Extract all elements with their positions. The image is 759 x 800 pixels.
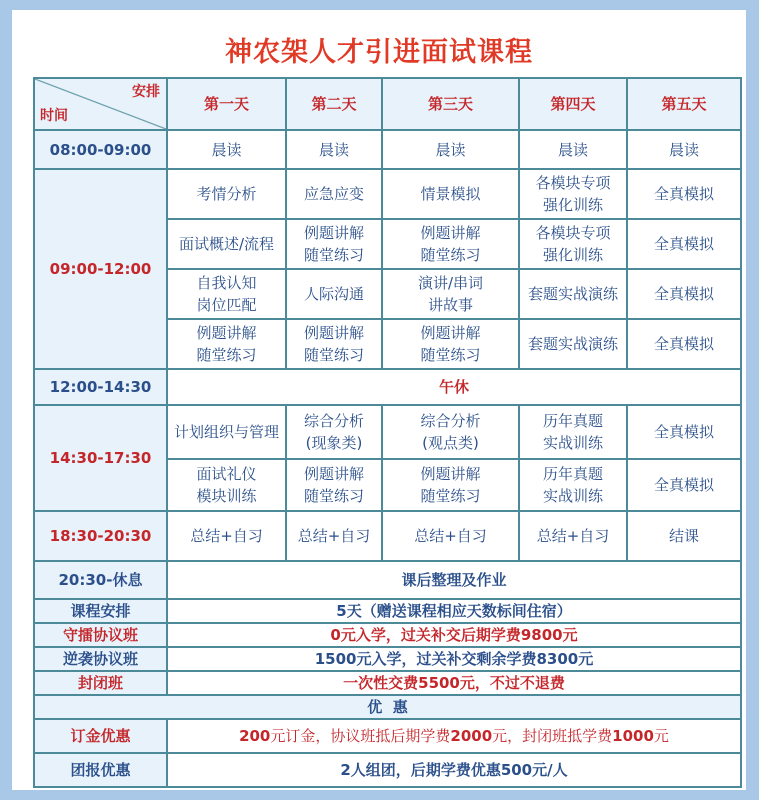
table-row <box>34 130 741 169</box>
schedule-cell: 总结+自习 <box>519 511 627 561</box>
table-row <box>34 405 741 459</box>
schedule-cell: 面试礼仪 模块训练 <box>167 459 286 511</box>
info-label: 课程安排 <box>34 599 167 623</box>
schedule-cell: 全真模拟 <box>627 219 741 269</box>
info-value: 一次性交费5500元，不过不退费 <box>167 671 741 695</box>
schedule-cell: 演讲/串词 讲故事 <box>382 269 519 319</box>
schedule-cell: 考情分析 <box>167 169 286 219</box>
lunch-break-cell: 午休 <box>167 369 741 405</box>
table-header-row <box>34 78 741 130</box>
schedule-cell: 全真模拟 <box>627 459 741 511</box>
corner-cell <box>34 78 167 130</box>
info-label: 封闭班 <box>34 671 167 695</box>
schedule-cell: 晨读 <box>286 130 382 169</box>
time-cell: 20:30-休息 <box>34 561 167 599</box>
schedule-cell: 例题讲解 随堂练习 <box>286 459 382 511</box>
table-row <box>34 169 741 219</box>
info-value: 0元入学，过关补交后期学费9800元 <box>167 623 741 647</box>
schedule-cell: 历年真题 实战训练 <box>519 459 627 511</box>
day-header: 第三天 <box>382 78 519 130</box>
schedule-cell: 自我认知 岗位匹配 <box>167 269 286 319</box>
day-header: 第一天 <box>167 78 286 130</box>
table-row <box>34 753 741 787</box>
info-label: 守擂协议班 <box>34 623 167 647</box>
info-label: 逆袭协议班 <box>34 647 167 671</box>
info-value: 1500元入学，过关补交剩余学费8300元 <box>167 647 741 671</box>
schedule-cell: 晨读 <box>519 130 627 169</box>
info-value: 2人组团，后期学费优惠500元/人 <box>167 753 741 787</box>
corner-time-label: 时间 <box>40 108 68 124</box>
schedule-cell: 总结+自习 <box>167 511 286 561</box>
table-row <box>34 623 741 647</box>
info-label: 团报优惠 <box>34 753 167 787</box>
info-label: 订金优惠 <box>34 719 167 753</box>
time-cell: 12:00-14:30 <box>34 369 167 405</box>
homework-cell: 课后整理及作业 <box>167 561 741 599</box>
schedule-sheet <box>12 10 746 790</box>
schedule-cell: 例题讲解 随堂练习 <box>382 459 519 511</box>
table-row <box>34 647 741 671</box>
schedule-cell: 总结+自习 <box>382 511 519 561</box>
discount-header: 优 惠 <box>34 695 741 719</box>
schedule-cell: 例题讲解 随堂练习 <box>167 319 286 369</box>
schedule-cell: 全真模拟 <box>627 169 741 219</box>
table-row <box>34 599 741 623</box>
schedule-cell: 全真模拟 <box>627 319 741 369</box>
corner-arrangement-label: 安排 <box>132 84 160 100</box>
schedule-cell: 综合分析 (观点类) <box>382 405 519 459</box>
schedule-cell: 晨读 <box>627 130 741 169</box>
schedule-cell: 例题讲解 随堂练习 <box>382 219 519 269</box>
schedule-cell: 总结+自习 <box>286 511 382 561</box>
schedule-cell: 套题实战演练 <box>519 319 627 369</box>
schedule-cell: 例题讲解 随堂练习 <box>286 319 382 369</box>
schedule-cell: 历年真题 实战训练 <box>519 405 627 459</box>
schedule-cell: 各模块专项 强化训练 <box>519 219 627 269</box>
schedule-cell: 全真模拟 <box>627 269 741 319</box>
schedule-cell: 应急应变 <box>286 169 382 219</box>
schedule-cell: 例题讲解 随堂练习 <box>286 219 382 269</box>
schedule-cell: 计划组织与管理 <box>167 405 286 459</box>
time-cell: 14:30-17:30 <box>34 405 167 511</box>
day-header: 第五天 <box>627 78 741 130</box>
time-cell: 08:00-09:00 <box>34 130 167 169</box>
time-cell: 09:00-12:00 <box>34 169 167 369</box>
schedule-cell: 晨读 <box>167 130 286 169</box>
page-title: 神农架人才引进面试课程 <box>225 37 533 68</box>
table-row <box>34 719 741 753</box>
schedule-cell: 套题实战演练 <box>519 269 627 319</box>
schedule-cell: 各模块专项 强化训练 <box>519 169 627 219</box>
table-row <box>34 561 741 599</box>
schedule-cell: 面试概述/流程 <box>167 219 286 269</box>
day-header: 第四天 <box>519 78 627 130</box>
table-row <box>34 369 741 405</box>
schedule-cell: 人际沟通 <box>286 269 382 319</box>
table-row <box>34 695 741 719</box>
info-value: 5天（赠送课程相应天数标间住宿） <box>167 599 741 623</box>
info-value: 200元订金，协议班抵后期学费2000元，封闭班抵学费1000元 <box>167 719 741 753</box>
schedule-cell: 全真模拟 <box>627 405 741 459</box>
schedule-cell: 综合分析 (现象类) <box>286 405 382 459</box>
schedule-cell: 晨读 <box>382 130 519 169</box>
schedule-table <box>33 77 742 788</box>
schedule-cell: 情景模拟 <box>382 169 519 219</box>
table-row <box>34 511 741 561</box>
schedule-cell: 例题讲解 随堂练习 <box>382 319 519 369</box>
table-row <box>34 671 741 695</box>
day-header: 第二天 <box>286 78 382 130</box>
schedule-cell: 结课 <box>627 511 741 561</box>
time-cell: 18:30-20:30 <box>34 511 167 561</box>
